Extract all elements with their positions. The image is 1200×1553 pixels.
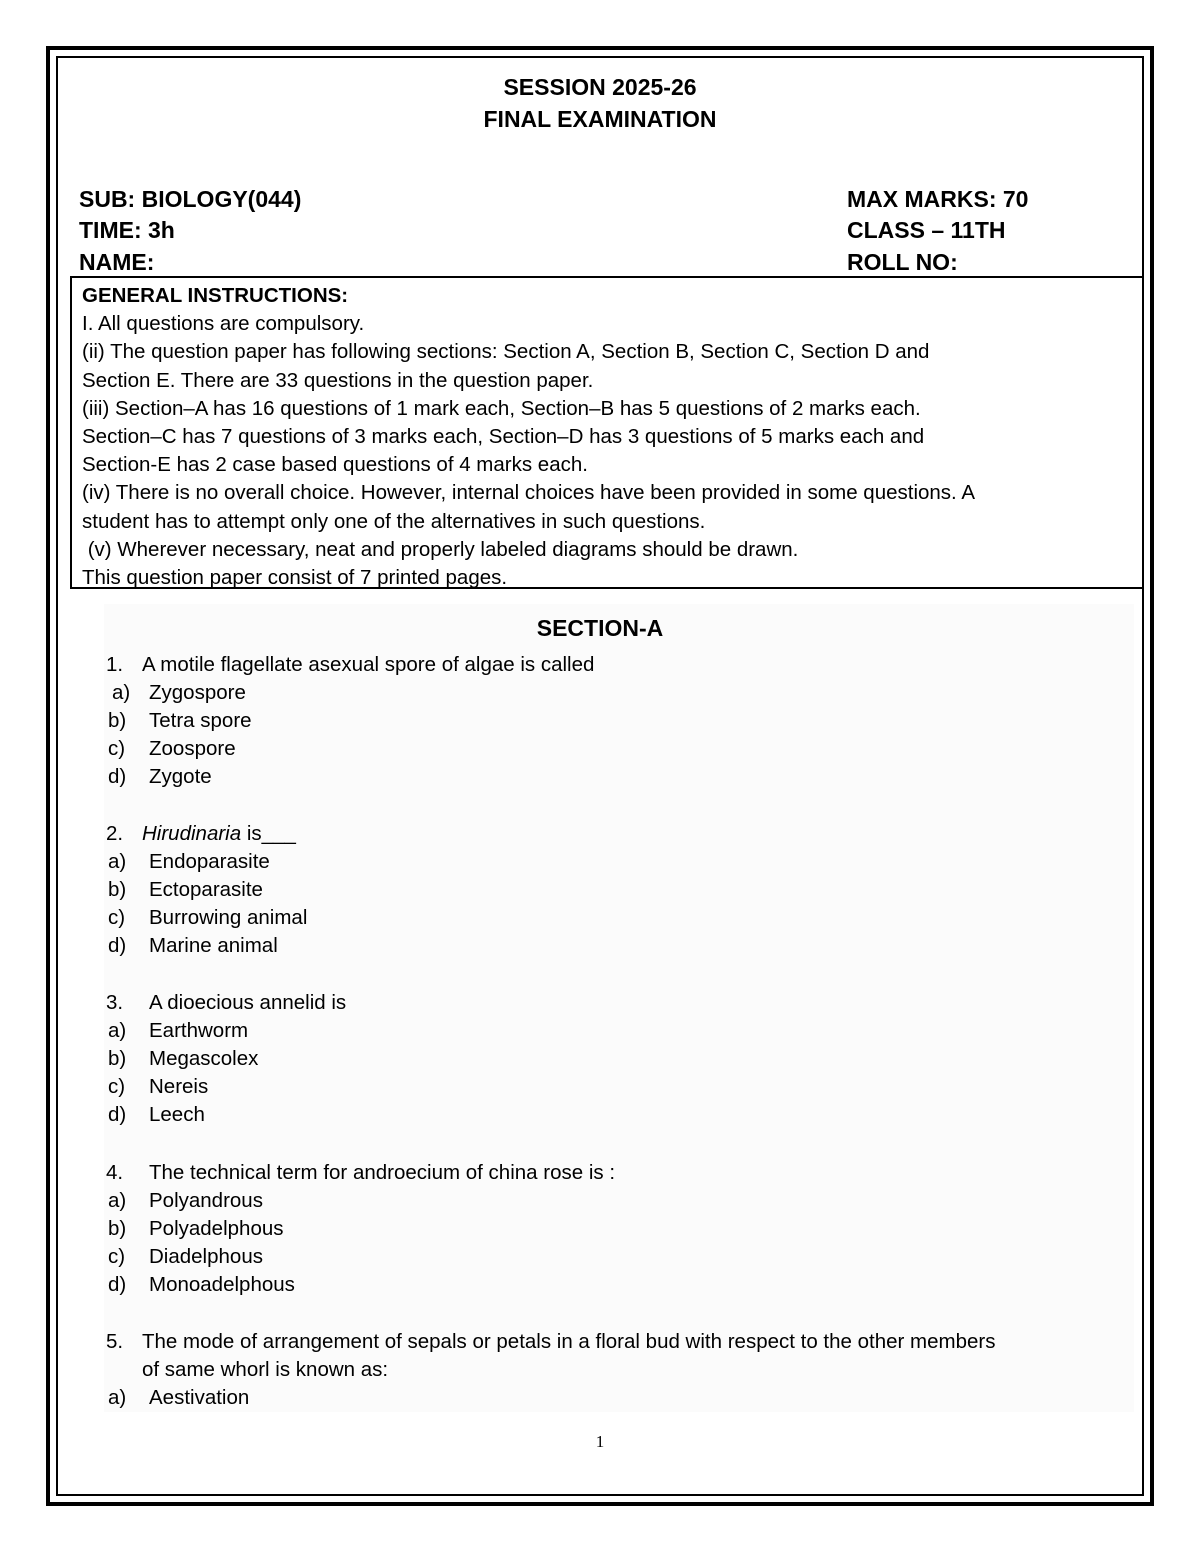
question-2-option-a: a) Endoparasite (108, 850, 270, 873)
question-4-option-d: d) Monoadelphous (108, 1273, 295, 1296)
max-marks-label: MAX MARKS: 70 (847, 186, 1029, 212)
question-number: 5. (106, 1330, 124, 1353)
question-number: 4. (106, 1161, 124, 1184)
question-text-italic: Hirudinaria (142, 822, 242, 845)
instruction-line: (ii) The question paper has following sections: Section A, Section B, Section C, Section D and (82, 340, 930, 364)
instruction-line: student has to attempt only one of the alternatives in such questions. (82, 509, 706, 533)
question-2-option-b: b) Ectoparasite (108, 878, 263, 901)
instruction-line: (v) Wherever necessary, neat and properly labeled diagrams should be drawn. (82, 537, 799, 561)
instruction-line: Section-E has 2 case based questions of 4 marks each. (82, 453, 588, 477)
session-title: SESSION 2025-26 (503, 74, 697, 100)
question-text: A dioecious annelid is (149, 991, 347, 1014)
instruction-line: (iv) There is no overall choice. However, internal choices have been provided in some questions. A (82, 481, 975, 505)
instruction-line: Section–C has 7 questions of 3 marks each, Section–D has 3 questions of 5 marks each and (82, 425, 925, 449)
time-label: TIME: 3h (79, 217, 175, 243)
question-1 (106, 651, 594, 679)
question-2-option-c: c) Burrowing animal (108, 906, 308, 929)
question-text: The technical term for androecium of china rose is : (149, 1161, 616, 1184)
question-number: 1. (106, 653, 124, 676)
page-number: 1 (595, 1432, 605, 1451)
question-1-option-a: a) Zygospore (112, 681, 246, 704)
name-label: NAME: (79, 249, 155, 275)
question-5-continued: of same whorl is known as: (142, 1358, 389, 1381)
question-3-option-a: a) Earthworm (108, 1019, 249, 1042)
question-3-option-b: b) Megascolex (108, 1047, 259, 1070)
instruction-line: (iii) Section–A has 16 questions of 1 mark each, Section–B has 5 questions of 2 marks each. (82, 396, 921, 420)
question-5-option-a: a) Aestivation (108, 1386, 250, 1409)
instruction-line: This question paper consist of 7 printed pages. (82, 566, 508, 590)
instruction-line: I. All questions are compulsory. (82, 312, 365, 336)
question-1-option-d: d) Zygote (108, 765, 212, 788)
section-a-title: SECTION-A (536, 615, 664, 641)
question-4-option-b: b) Polyadelphous (108, 1217, 284, 1240)
question-number: 3. (106, 991, 124, 1014)
question-3-option-c: c) Nereis (108, 1075, 209, 1098)
general-instructions-box (70, 276, 1144, 589)
question-1-option-b: b) Tetra spore (108, 709, 252, 732)
question-5 (106, 1328, 995, 1356)
question-number: 2. (106, 822, 124, 845)
question-text: is___ (241, 822, 296, 845)
question-3-option-d: d) Leech (108, 1103, 205, 1126)
question-4-option-c: c) Diadelphous (108, 1245, 263, 1268)
subject-label: SUB: BIOLOGY(044) (79, 186, 302, 212)
question-4-option-a: a) Polyandrous (108, 1189, 263, 1212)
roll-no-label: ROLL NO: (847, 249, 958, 275)
question-2 (106, 820, 296, 848)
question-4 (106, 1159, 615, 1187)
instructions-heading: GENERAL INSTRUCTIONS: (82, 284, 349, 307)
question-3 (106, 989, 346, 1017)
question-text: A motile flagellate asexual spore of algae is called (142, 653, 595, 676)
question-2-option-d: d) Marine animal (108, 934, 278, 957)
exam-title: FINAL EXAMINATION (483, 106, 717, 132)
question-text: The mode of arrangement of sepals or petals in a floral bud with respect to the other members (142, 1330, 996, 1353)
question-1-option-c: c) Zoospore (108, 737, 236, 760)
class-label: CLASS – 11TH (847, 217, 1006, 243)
instruction-line: Section E. There are 33 questions in the question paper. (82, 368, 594, 392)
